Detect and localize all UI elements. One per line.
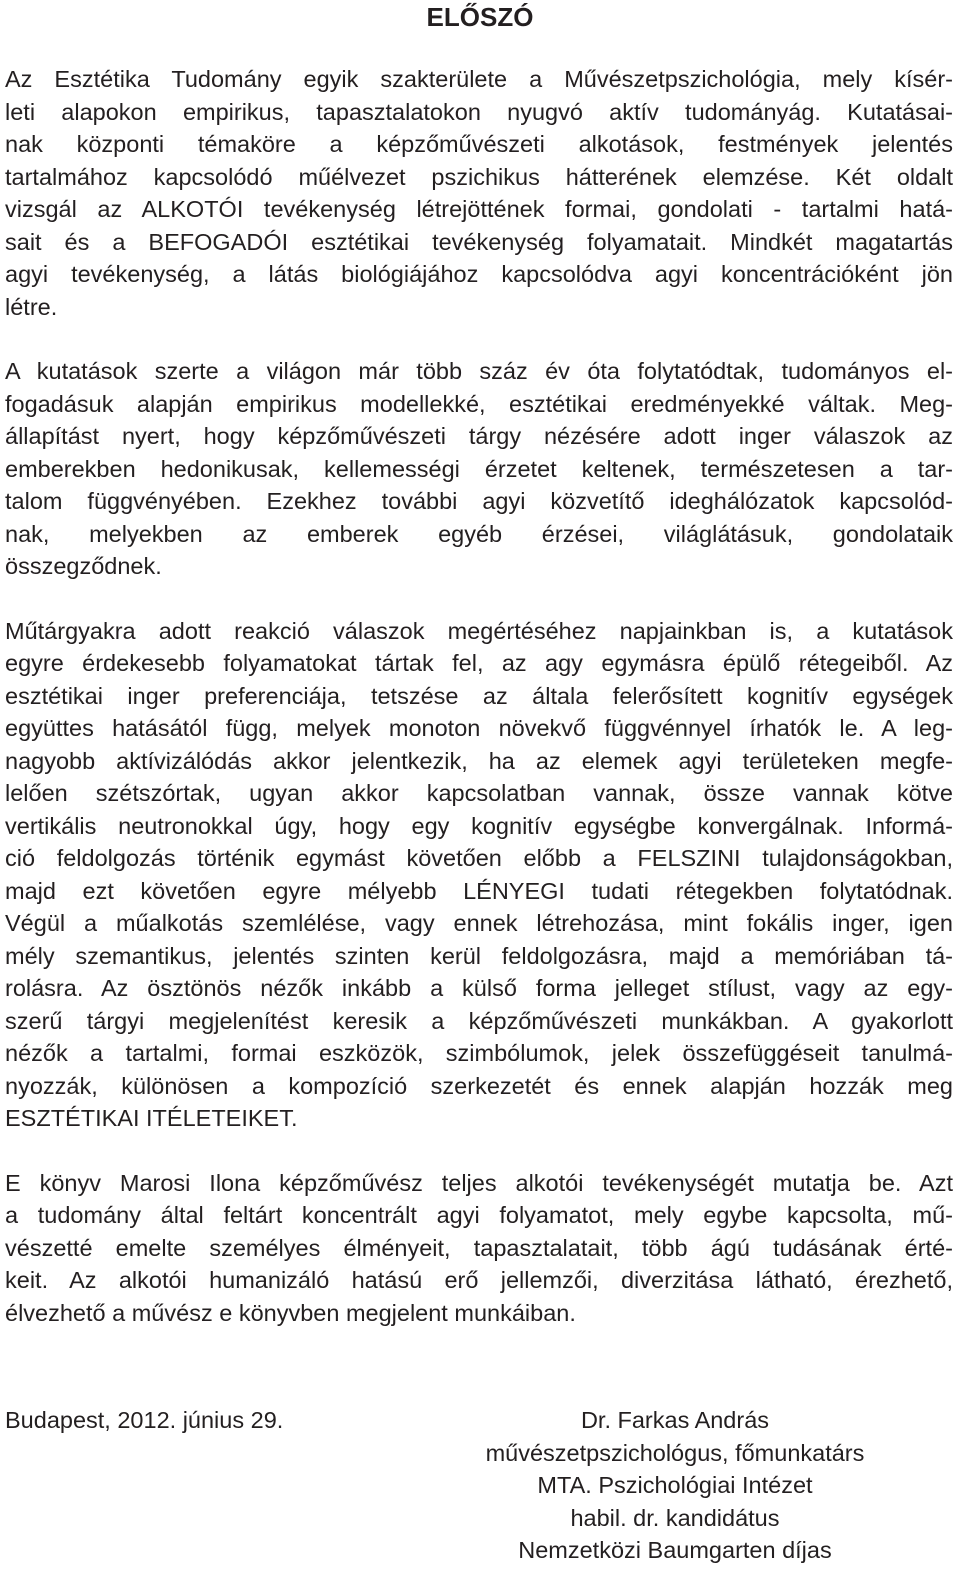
text-line: ESZTÉTIKAI ITÉLETEIKET. (5, 1105, 298, 1131)
text-line: nak központi témaköre a képzőművészeti alkotások, festmények jelentés (5, 131, 953, 157)
text-line: keit. Az alkotói humanizáló hatású erő jellemzői, diverzitása látható, érezhető, (5, 1267, 953, 1293)
text-line: A kutatások szerte a világon már több száz év óta folytatódtak, tudományos el- (5, 358, 953, 384)
text-line: nagyobb aktívizálódás akkor jelentkezik, ha az elemek agyi területeken megfe- (5, 747, 953, 774)
text-line: Műtárgyakra adott reakció válaszok megértéséhez napjainkban is, a kutatások (5, 617, 953, 644)
signature-block (405, 1404, 945, 1567)
text-line: agyi tevékenység, a látás biológiájához kapcsolódva agyi koncentrációként jön (5, 261, 953, 287)
page-title: ELŐSZÓ (426, 2, 534, 32)
text-line: élvezhető a művész e könyvben megjelent munkáiban. (5, 1299, 576, 1326)
text-line: sait és a BEFOGADÓI esztétikai tevékenység folyamatait. Mindkét magatartás (5, 228, 953, 255)
text-line: állapítást nyert, hogy képzőművészeti tárgy nézésére adott inger válaszok az (5, 423, 953, 449)
text-line: együttes hatásától függ, melyek monoton növekvő függvénnyel írhatók le. A leg- (5, 715, 953, 741)
signature-award: Nemzetközi Baumgarten díjas (518, 1537, 832, 1563)
body-text (5, 63, 953, 1361)
text-line: E könyv Marosi Ilona képzőművész teljes alkotói tevékenységét mutatja be. Azt (5, 1169, 953, 1196)
paragraph-3 (5, 615, 953, 1135)
text-line: emberekben hedonikusak, kellemességi érzetet keltenek, természetesen a tar- (5, 455, 953, 482)
text-line: szerű tárgyi megjelenítést keresik a képzőművészeti munkákban. A gyakorlott (5, 1007, 953, 1034)
signature-name: Dr. Farkas András (580, 1407, 770, 1433)
text-line: esztétikai inger preferenciája, tetszése az általa felerősített kognitív egységek (5, 682, 953, 709)
text-line: egyre érdekesebb folyamatokat tártak fel, az agy egymásra épülő rétegeiből. Az (5, 650, 953, 676)
text-line: rolásra. Az ösztönös nézők inkább a külső forma jelleget stílust, vagy az egy- (5, 975, 953, 1001)
text-line: tartalmához kapcsolódó műélvezet pszichikus hátterének elemzése. Két oldalt (5, 163, 953, 190)
text-line: fogadásuk alapján empirikus modellekké, esztétikai eredményekké váltak. Meg- (5, 390, 953, 417)
text-line: talom függvényében. Ezekhez további agyi közvetítő ideghálózatok kapcsolód- (5, 488, 953, 514)
text-line: létre. (5, 293, 58, 320)
text-line: nak, melyekben az emberek egyéb érzései, világlátásuk, gondolataik (5, 520, 953, 547)
text-line: leti alapokon empirikus, tapasztalatokon nyugvó aktív tudományág. Kutatásai- (5, 98, 953, 125)
text-line: Az Esztétika Tudomány egyik szakterülete a Művészetpszichológia, mely kísér- (5, 66, 953, 92)
text-line: lelően szétszórtak, ugyan akkor kapcsolatban vannak, össze vannak kötve (5, 780, 953, 806)
signature-role: művészetpszichológus, főmunkatárs (485, 1439, 865, 1466)
text-line: vizsgál az ALKOTÓI tevékenység létrejöttének formai, gondolati - tartalmi hatá- (5, 196, 953, 222)
text-line: vészetté emelte személyes élményeit, tapasztalatait, több ágú tudásának érté- (5, 1234, 953, 1261)
signature-degree: habil. dr. kandidátus (570, 1504, 780, 1531)
text-line: Végül a műalkotás szemlélése, vagy ennek létrehozása, mint fokális inger, igen (5, 910, 953, 936)
text-line: ció feldolgozás történik egymást követően előbb a FELSZINI tulajdonságokban, (5, 845, 953, 871)
paragraph-2 (5, 355, 953, 583)
paragraph-1 (5, 63, 953, 323)
text-line: nyozzák, különösen a kompozíció szerkezetét és ennek alapján hozzák meg (5, 1072, 953, 1099)
text-line: összegződnek. (5, 553, 162, 579)
paragraph-4 (5, 1167, 953, 1330)
signature-institute: MTA. Pszichológiai Intézet (537, 1472, 813, 1498)
text-line: mély szemantikus, jelentés szinten kerül feldolgozásra, majd a memóriában tá- (5, 942, 953, 969)
text-line: nézők a tartalmi, formai eszközök, szimbólumok, jelek összefüggéseit tanulmá- (5, 1040, 953, 1066)
place-date: Budapest, 2012. június 29. (5, 1407, 284, 1433)
text-line: a tudomány által feltárt koncentrált agyi folyamatot, mely egybe kapcsolta, mű- (5, 1202, 953, 1228)
text-line: majd ezt követően egyre mélyebb LÉNYEGI tudati rétegekben folytatódnak. (5, 877, 953, 904)
text-line: vertikális neutronokkal úgy, hogy egy kognitív egységbe konvergálnak. Informá- (5, 812, 953, 839)
